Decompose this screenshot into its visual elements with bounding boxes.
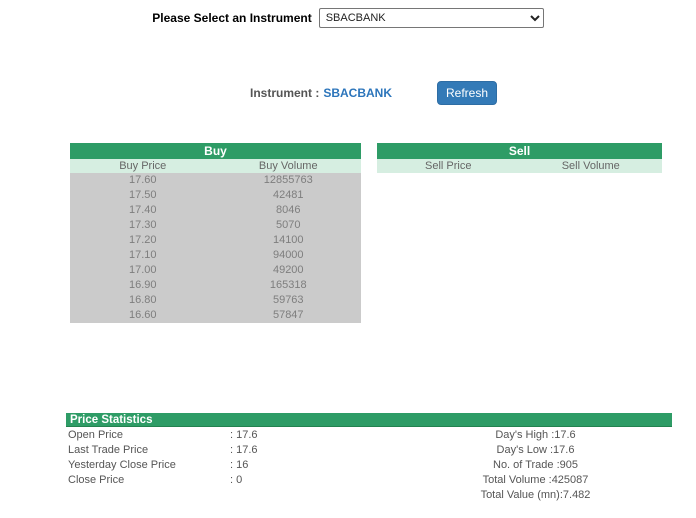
- stat-row: [66, 458, 369, 473]
- buy-volume-cell: 14100: [272, 234, 304, 246]
- stat-label: Yesterday Close Price: [68, 459, 176, 471]
- buy-table-rows: [70, 173, 361, 323]
- stat-row: [66, 443, 369, 458]
- buy-volume-cell: 12855763: [263, 174, 313, 186]
- refresh-button[interactable]: Refresh: [437, 81, 497, 105]
- stat-row: [66, 473, 369, 488]
- buy-table-row: [70, 173, 361, 188]
- buy-price-cell: 16.60: [128, 309, 157, 321]
- stat-row: [399, 473, 672, 488]
- buy-price-cell: 17.50: [128, 189, 157, 201]
- sell-volume-column-header: Sell Volume: [561, 160, 620, 172]
- stat-value: : 17.6: [230, 429, 258, 441]
- buy-price-cell: 16.90: [128, 279, 157, 291]
- buy-volume-cell: 8046: [276, 204, 301, 216]
- stat-text: Total Value (mn):7.482: [480, 489, 591, 501]
- instrument-selector-label: Please Select an Instrument: [152, 11, 312, 25]
- stat-value: : 0: [230, 474, 243, 486]
- buy-table-row: [70, 293, 361, 308]
- buy-table-row: [70, 203, 361, 218]
- buy-volume-cell: 165318: [269, 279, 307, 291]
- buy-table-title: Buy: [70, 143, 361, 159]
- stat-label: Close Price: [68, 474, 125, 486]
- buy-table-row: [70, 188, 361, 203]
- sell-table-header: [377, 159, 662, 173]
- stat-label: Open Price: [68, 429, 124, 441]
- buy-volume-cell: 59763: [272, 294, 304, 306]
- price-statistics-body: [66, 427, 672, 503]
- buy-table-row: [70, 278, 361, 293]
- buy-volume-cell: 42481: [272, 189, 304, 201]
- buy-table-row: [70, 248, 361, 263]
- instrument-select[interactable]: [319, 8, 544, 28]
- price-statistics-right-column: [369, 428, 672, 503]
- stat-text: Total Volume :425087: [482, 474, 589, 486]
- stat-text: Day's High :17.6: [495, 429, 576, 441]
- buy-price-cell: 17.10: [128, 249, 157, 261]
- buy-price-cell: 17.20: [128, 234, 157, 246]
- stat-row: [399, 458, 672, 473]
- buy-volume-cell: 94000: [272, 249, 304, 261]
- buy-table-row: [70, 218, 361, 233]
- buy-price-cell: 16.80: [128, 294, 157, 306]
- price-statistics-title: Price Statistics: [66, 413, 672, 427]
- stat-text: No. of Trade :905: [493, 459, 578, 471]
- sell-table: [377, 143, 662, 173]
- buy-table-row: [70, 263, 361, 278]
- stat-value: : 17.6: [230, 444, 258, 456]
- stat-row: [399, 488, 672, 503]
- buy-volume-cell: 49200: [272, 264, 304, 276]
- sell-table-title: Sell: [377, 143, 662, 159]
- instrument-selector-row: [0, 8, 696, 28]
- buy-price-cell: 17.00: [128, 264, 157, 276]
- instrument-label: [250, 86, 392, 100]
- buy-table-row: [70, 308, 361, 323]
- stat-row: [399, 428, 672, 443]
- buy-table-row: [70, 233, 361, 248]
- sell-price-column-header: Sell Price: [425, 160, 472, 172]
- instrument-info-row: [0, 81, 696, 105]
- price-statistics-panel: [66, 413, 672, 503]
- buy-table: [70, 143, 361, 323]
- stat-row: [66, 428, 369, 443]
- buy-volume-column-header: Buy Volume: [258, 160, 318, 172]
- stat-label: Last Trade Price: [68, 444, 149, 456]
- buy-price-cell: 17.30: [128, 219, 157, 231]
- buy-price-column-header: Buy Price: [119, 160, 167, 172]
- stat-value: : 16: [230, 459, 249, 471]
- buy-table-header: [70, 159, 361, 173]
- buy-volume-cell: 5070: [276, 219, 301, 231]
- price-statistics-left-column: [66, 428, 369, 503]
- stat-row: [399, 443, 672, 458]
- stat-text: Day's Low :17.6: [496, 444, 575, 456]
- instrument-label-text: Instrument :: [250, 86, 320, 100]
- buy-price-cell: 17.60: [128, 174, 157, 186]
- buy-volume-cell: 57847: [272, 309, 304, 321]
- instrument-name: SBACBANK: [323, 86, 393, 100]
- buy-price-cell: 17.40: [128, 204, 157, 216]
